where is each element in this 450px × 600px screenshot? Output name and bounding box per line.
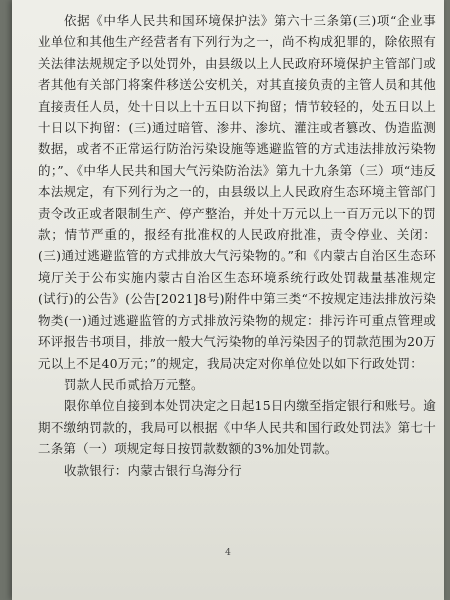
payment-deadline-paragraph: 限你单位自接到本处罚决定之日起15日内缴至指定银行和账号。逾期不缴纳罚款的，我局可以根据《中华人民共和国行政处罚法》第七十二条第（一）项规定每日按罚款数额的3%加处罚款。 — [38, 398, 436, 457]
receiving-bank-paragraph: 收款银行：内蒙古银行乌海分行 — [64, 462, 242, 478]
penalty-amount-paragraph: 罚款人民币贰拾万元整。 — [64, 376, 204, 392]
document-page — [12, 0, 444, 600]
page-number: 4 — [225, 548, 231, 558]
document-body — [38, 10, 436, 481]
legal-basis-paragraph: 依据《中华人民共和国环境保护法》第六十三条第(三)项“企业事业单位和其他生产经营者有下列行为之一，尚不构成犯罪的，除依照有关法律法规规定予以处罚外，由县级以上人民政府环境保护主管部门或者其他有关部门将案件移送公安机关，对其直接负责的主管人员和其他直接责任人员，处十日以上十五日以下拘留；情节较轻的，处五日以上十日以下拘留：(三)通过暗管、渗井、渗坑、灌注或者篡改、伪造监测数据，或者不正常运行防治污染设施等逃避监管的方式违法排放污染物的；”、《中华人民共和国大气污染防治法》第九十九条第（三）项“违反本法规定，有下列行为之一的，由县级以上人民政府生态环境主管部门责令改正或者限制生产、停产整治，并处十万元以上一百万元以下的罚款；情节严重的，报经有批准权的人民政府批准，责令停业、关闭：(三)通过逃避监管的方式排放大气污染物的。”和《内蒙古自治区生态环境厅关于公布实施内蒙古自治区生态环境系统行政处罚裁量基准规定(试行)的公告》(公告[2021]8号)附件中第三类“不按规定违法排放污染物类(一)通过逃避监管的方式排放污染物的规定：排污许可重点管理或环评报告书项目，排放一般大气污染物的单污染因子的罚款范围为20万元以上不足40万元；”的规定，我局决定对你单位处以如下行政处罚： — [38, 13, 436, 371]
